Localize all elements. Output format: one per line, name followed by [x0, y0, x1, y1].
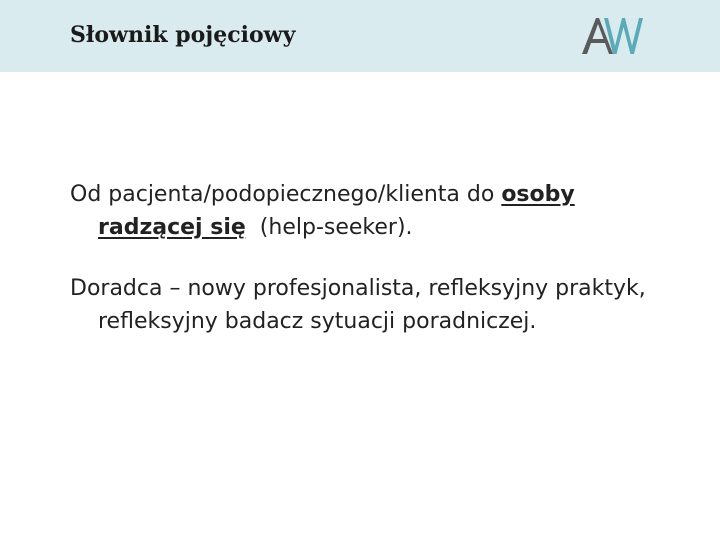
slide-title: Słownik pojęciowy	[70, 22, 296, 48]
content-body	[70, 178, 670, 366]
paragraph-2: Doradca – nowy profesjonalista, refleksyjny praktyk, refleksyjny badacz sytuacji poradniczej.	[70, 276, 646, 334]
header-band	[0, 0, 720, 72]
key-term: osoby radzącej się	[98, 182, 575, 240]
paragraph-1-lead: Od pacjenta/podopiecznego/klienta do	[70, 182, 502, 207]
paragraph-1	[70, 178, 670, 244]
paragraph-1-trail: (help-seeker).	[245, 215, 413, 240]
aw-logo	[580, 14, 652, 58]
